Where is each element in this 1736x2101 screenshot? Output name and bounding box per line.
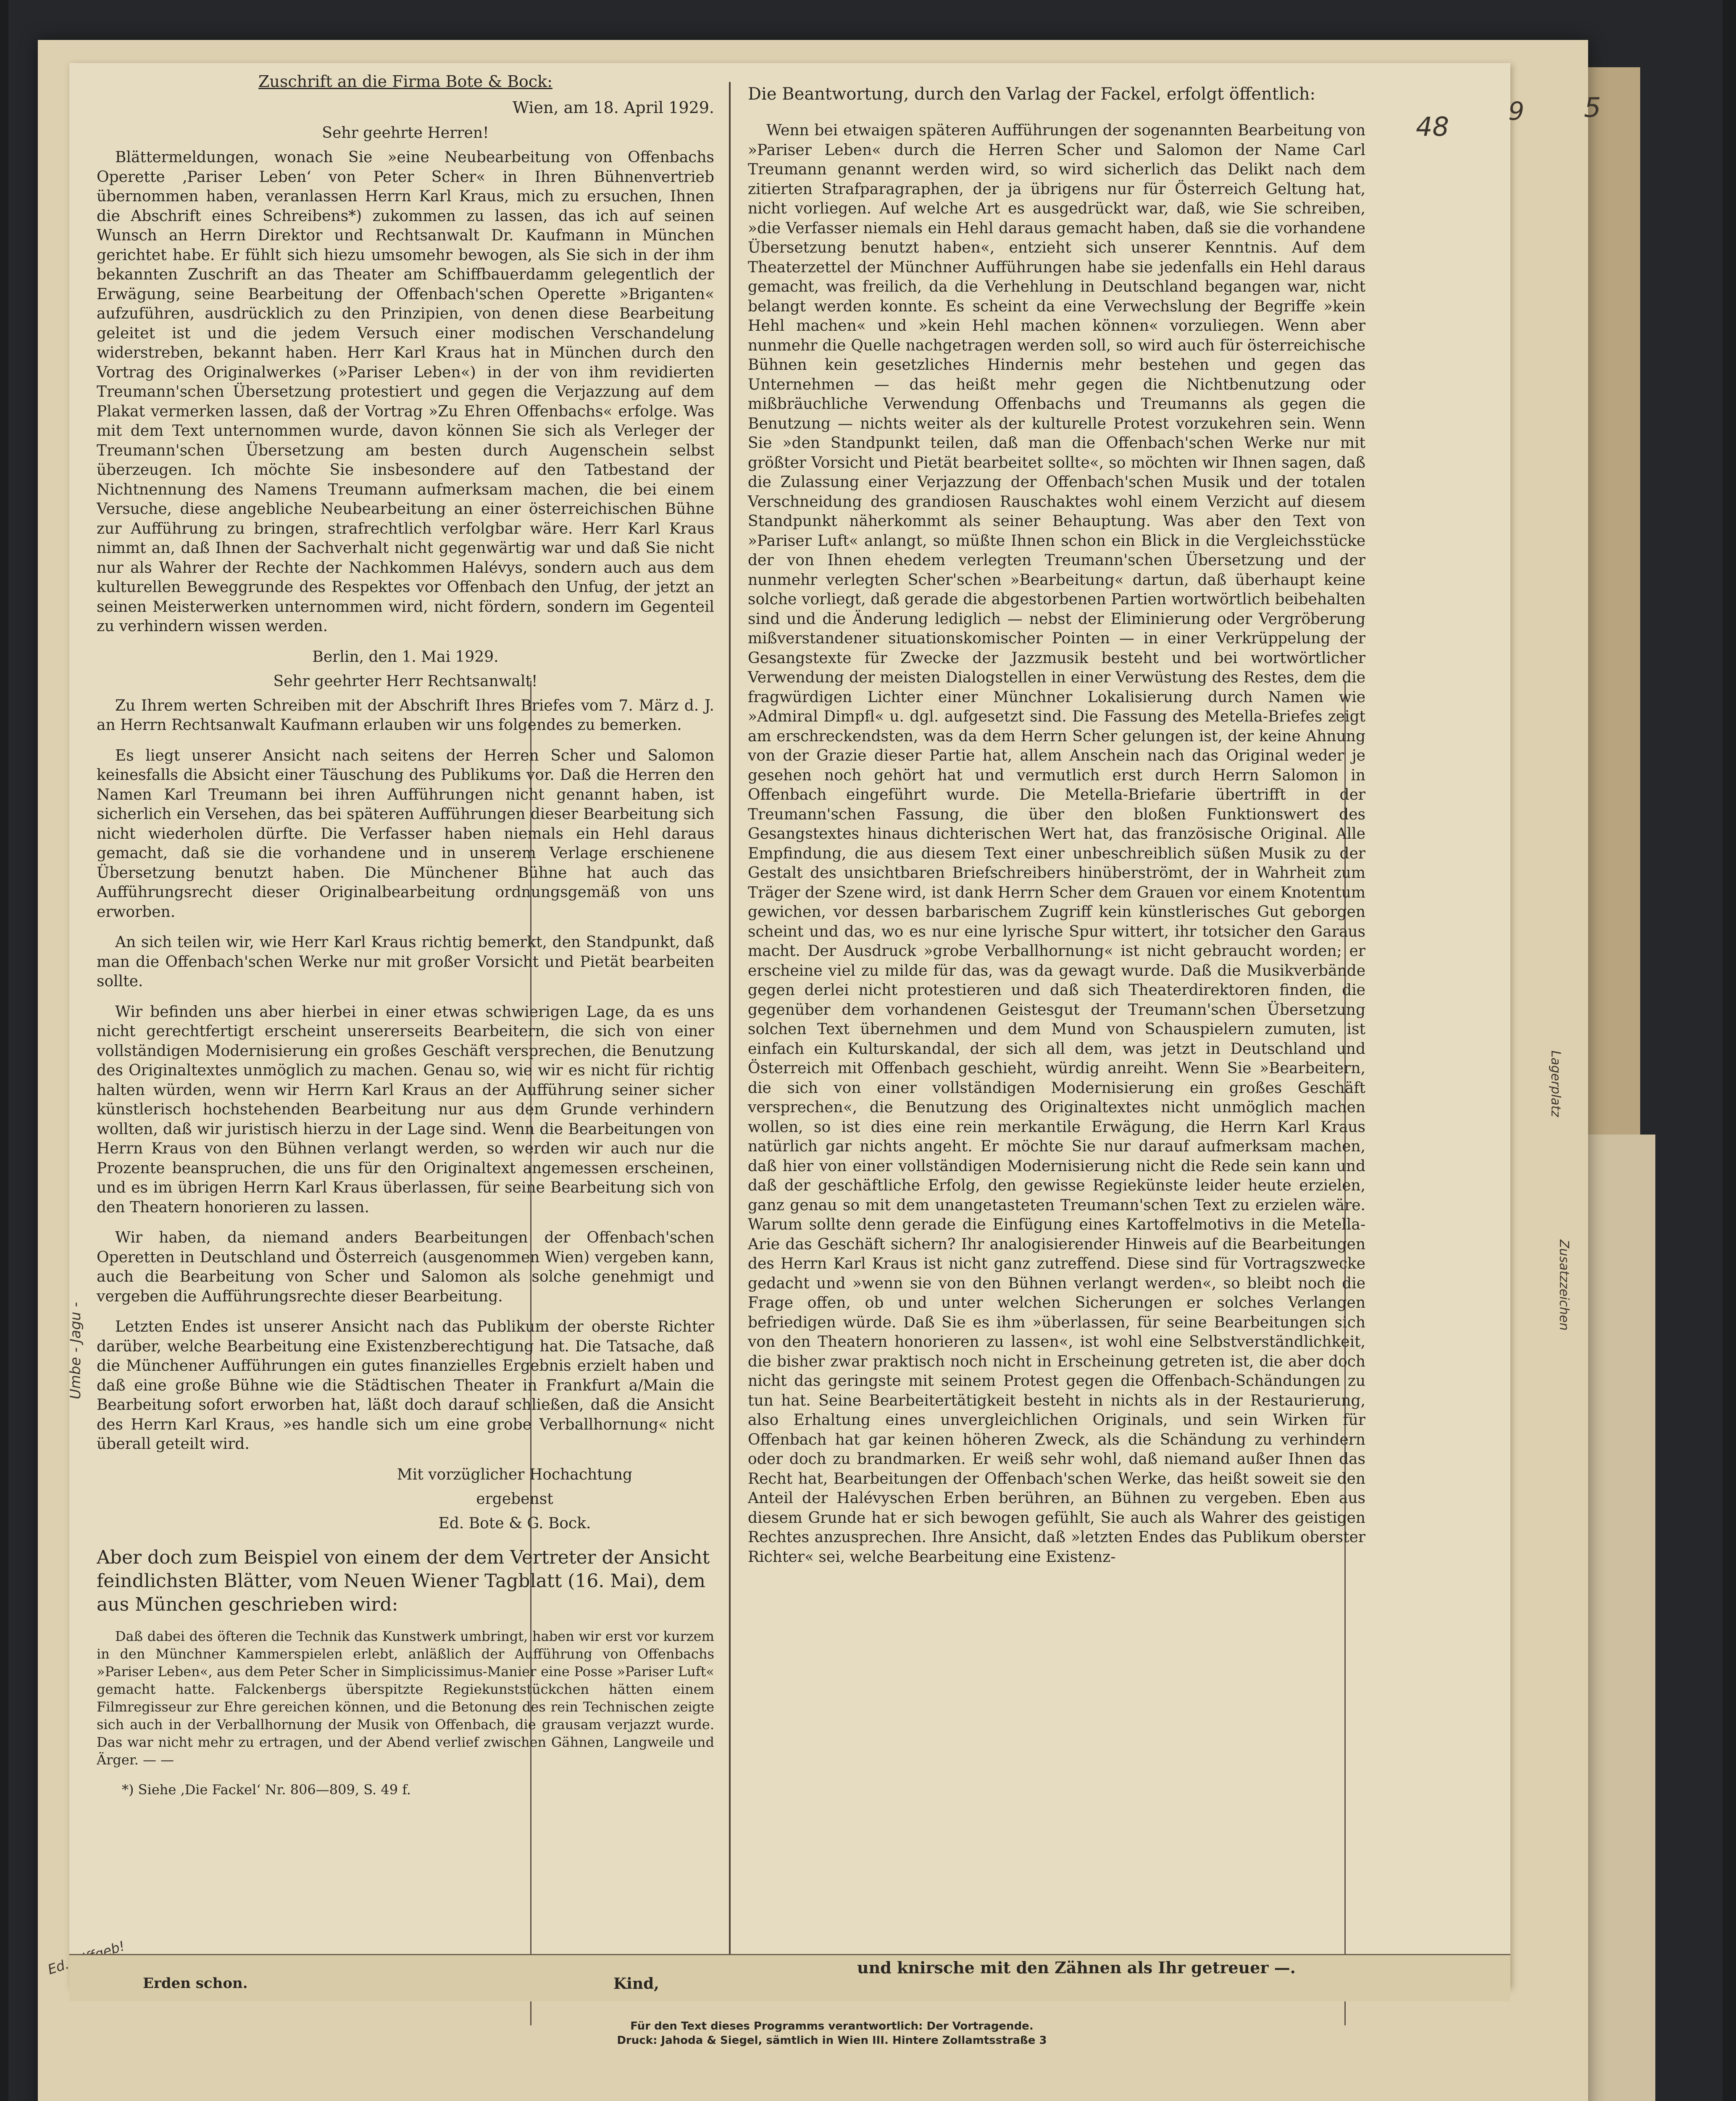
letter-paragraph: Wir haben, da niemand anders Bearbeitungen der Offenbach'schen Operetten in Deutschland und Österreich (ausgenommen Wien) vergeben kann, auch die Bearbeitung von Scher und Salomon als solche genehmigt und vergeben die Aufführungsrechte dieser Bearbeitung.: [97, 1229, 714, 1305]
letter-closing: ergebenst: [476, 1490, 553, 1508]
letter-paragraph: Wir befinden uns aber hierbei in einer etwas schwierigen Lage, da es uns nicht gerechtfertigt erscheint unsererseits Bearbeitern, die sich von einer vollständigen Modernisierung ein großes Geschäft versprechen, die Benutzung des Originaltextes unmöglich zu machen. Genau so, wie wir es nicht für richtig halten würden, wenn wir Herrn Karl Kraus an der Aufführung seiner sicher künstlerisch hochstehenden Bearbeitung nur aus dem Grunde verhindern wollten, daß wir juristisch hierzu in der Lage sind. Wenn die Bearbeitungen von Herrn Kraus von den Bühnen verlangt werden, so werden wir auch nur die Prozente beanspruchen, die uns für den Originaltext angemessen erscheinen, und es im übrigen Herrn Karl Kraus überlassen, für seine Bearbeitung sich von den Theatern honorieren zu lassen.: [97, 1003, 714, 1216]
imprint-line: Druck: Jahoda & Siegel, sämtlich in Wien III. Hintere Zollamtsstraße 3: [617, 2034, 1047, 2047]
letter-greeting: Sehr geehrte Herren!: [322, 124, 489, 142]
column-divider: [729, 82, 731, 1985]
imprint-line: Für den Text dieses Programms verantwortlich: Der Vortragende.: [630, 2020, 1034, 2033]
program-text: und knirsche mit den Zähnen als Ihr getreuer —.: [857, 1958, 1296, 1977]
letter-paragraph: Es liegt unserer Ansicht nach seitens der Herren Scher und Salomon keinesfalls die Absicht einer Täuschung des Publikums vor. Daß die Herren den Namen Karl Treumann bei ihren Aufführungen nicht genannt haben, ist sicherlich ein Versehen, das bei späteren Aufführungen dieser Bearbeitung sich nicht wiederholen dürfte. Die Verfasser haben niemals ein Hehl daraus gemacht, daß sie die vorhandene und in unserem Verlage erschienene Übersetzung benutzt haben. Die Münchener Bühne hat auch das Aufführungsrecht dieser Originalbearbeitung ordnungsgemäß von uns erworben.: [97, 747, 714, 921]
margin-note: Zusatzzeichen: [1557, 1240, 1571, 1331]
letter-paragraph: An sich teilen wir, wie Herr Karl Kraus richtig bemerkt, den Standpunkt, daß man die Offenbach'schen Werke nur mit großer Vorsicht und Pietät bearbeiten sollte.: [97, 934, 714, 990]
left-column: [97, 71, 714, 1798]
letter-paragraph: Letzten Endes ist unserer Ansicht nach das Publikum der oberste Richter darüber, welche Bearbeitung eine Existenzberechtigung hat. Die Tatsache, daß die Münchener Aufführungen ein gutes finanzielles Ergebnis erzielt haben und daß eine große Bühne wie die Städtischen Theater in Frankfurt a/Main die Bearbeitung sofort erworben hat, läßt doch darauf schließen, daß die Ansicht des Herrn Karl Kraus, »es handle sich um eine grobe Verballhornung« nicht überall geteilt wird.: [97, 1318, 714, 1453]
letter-date: Berlin, den 1. Mai 1929.: [312, 648, 499, 666]
clipping-title: Zuschrift an die Firma Bote & Bock:: [258, 72, 553, 91]
quoted-paragraph: Daß dabei des öfteren die Technik das Kunstwerk umbringt, haben wir erst vor kurzem in den Münchner Kammerspielen erlebt, anläßlich der Aufführung von Offenbachs »Pariser Leben«, aus dem Peter Scher in Simplicissimus-Manier eine Posse »Pariser Luft« gemacht hatte. Falckenbergs überspitzte Regiekunststückchen hätten einem Filmregisseur zur Ehre gereichen können, und die Betonung des rein Technischen zeigte sich auch in der Verballhornung der Musik von Offenbach, die grausam verjazzt wurde. Das war nicht mehr zu ertragen, und der Abend verlief zwischen Gähnen, Langweile und Ärger. — —: [97, 1628, 714, 1768]
answer-heading: Die Beantwortung, durch den Varlag der Fackel, erfolgt öffentlich:: [748, 84, 1315, 104]
answer-paragraph: Wenn bei etwaigen späteren Aufführungen der sogenannten Bearbeitung von »Pariser Leben« durch die Herren Scher und Salomon der Name Carl Treumann genannt werden wird, so wird sicherlich das Delikt nach dem zitierten Strafparagraphen, der ja übrigens nur für Österreich Geltung hat, nicht vorliegen. Auf welche Art es ausgedrückt war, daß, wie Sie schreiben, »die Verfasser niemals ein Hehl daraus gemacht haben, daß sie die vorhandene Übersetzung benutzt haben«, entzieht sich unserer Kenntnis. Auf dem Theaterzettel der Münchner Aufführungen habe sie jedenfalls ein Hehl daraus gemacht, was freilich, da die Verhehlung in Deutschland begangen war, nicht belangt werden konnte. Es scheint da eine Verwechslung der Begriffe »kein Hehl machen« und »kein Hehl machen können« vorzuliegen. Wenn aber nunmehr die Quelle nachgetragen werden soll, so wird auch für österreichische Bühnen kein gesetzliches Hindernis mehr bestehen und gegen das Unternehmen — das heißt mehr gegen die Nichtbenutzung oder mißbräuchliche Verwendung Offenbachs und Treumanns als gegen die Benutzung — nichts weiter als der kulturelle Protest vorzukehren sein. Wenn Sie »den Standpunkt teilen, daß man die Offenbach'schen Werke nur mit größter Vorsicht und Pietät bearbeitet sollte«, so möchten wir Ihnen sagen, daß die Zulassung einer Verjazzung der Offenbach'schen Musik und der totalen Verschneidung des grandiosen Rauschaktes wohl einem Verzicht auf diesem Standpunkt näherkommt als seiner Behauptung. Was aber den Text von »Pariser Luft« anlangt, so müßte Ihnen schon ein Blick in die Vergleichsstücke der von Ihnen ehedem verlegten Treumann'schen Übersetzung und der nunmehr verlegten Scher'schen »Bearbeitung« dartun, daß überhaupt keine solche vorliegt, daß gerade die abgestorbenen Partien wortwörtlich beibehalten sind und die Änderung lediglich — nebst der Eliminierung oder Vergröberung mißverstandener situationskomischer Pointen — in einer Verkrüppelung der Gesangstexte für Zwecke der Jazzmusik besteht und bei wortwörtlicher Verwendung der meisten Dialogstellen in einer Verwüstung des Restes, dem die fragwürdigen Lichter einer Münchner Lokalisierung durch Namen wie »Admiral Dimpfl« u. dgl. aufgesetzt sind. Die Fassung des Metella-Briefes zeigt am erschreckendsten, was da dem Herrn Scher gelungen ist, der keine Ahnung von der Grazie dieser Partie hat, allem Anschein nach das Original weder je gesehen noch gehört hat und vermutlich erst durch Herrn Salomon in Offenbach eingeführt wurde. Die Metella-Briefarie übertrifft in der Treumann'schen Fassung, die über den bloßen Funktionswert des Gesangstextes hinaus dichterischen Wert hat, das französische Original. Alle Empfindung, die aus diesem Text einer unbeschreiblich süßen Musik zu der Gestalt des unsichtbaren Briefschreibers hinüberströmt, der in Wahrheit zum Träger der Szene wird, ist dank Herrn Scher dem Grauen vor einem Knotentum gewichen, vor dessen barbarischem Zugriff kein künstlerisches Gut geborgen scheint und das, wo es nur eine lyrische Spur wittert, ihr totsicher den Garaus macht. Der Ausdruck »grobe Verballhornung« ist nicht gebraucht worden; er erscheine viel zu milde für das, was da gewagt wurde. Daß die Musikverbände gegen derlei nicht protestieren und daß sich Theaterdirektoren finden, die gegenüber dem vorhandenen Geistesgut der Treumann'schen Übersetzung solchen Text übernehmen und dem Mund von Schauspielern zumuten, ist einfach ein Kulturskandal, der sich all dem, was jetzt in Deutschland und Österreich mit Offenbach geschieht, würdig anreiht. Wenn Sie »Bearbeitern, die sich von einer vollständigen Modernisierung ein großes Geschäft versprechen«, die Benutzung des Originaltextes nicht unmöglich machen wollen, so ist dies eine rein merkantile Erwägung, die Herrn Karl Kraus natürlich gar nichts angeht. Er möchte Sie nur darauf aufmerksam machen, daß hier von einer vollständigen Modernisierung nicht die Rede sein kann und daß der geschäftliche Erfolg, den gewisse Regiekünste leider heute erzielen, ganz genau so mit dem unangetasteten Treumann'schen Text zu erzielen wäre. Warum sollte denn gerade die Einfügung eines Kartoffelmotivs in die Metella-Arie das Geschäft sichern? Ihr analogisierender Hinweis auf die Bearbeitungen des Herrn Karl Kraus ist nicht ganz zutreffend. Diese sind für Vortragszwecke gedacht und »wenn sie von den Bühnen verlangt werden«, so bleibt noch die Frage offen, ob und unter welchen Sicherungen er solches Verlangen befriedigen würde. Daß Sie es ihm »überlassen, für seine Bearbeitungen sich von den Theatern honorieren zu lassen«, ist wohl eine Selbstverständlichkeit, die bisher zwar praktisch noch nicht in Erscheinung getreten ist, die aber doch nicht das geringste mit seinem Protest gegen die Offenbach-Schändungen zu tun hat. Seine Bearbeitertätigkeit besteht in nichts als in der Restaurierung, also Erhaltung eines unvergleichlichen Originals, und sein Wirken für Offenbach hat gar keinen höheren Zweck, als die Schändung zu verhindern oder doch zu brandmarken. Er weiß sehr wohl, daß niemand außer Ihnen das Recht hat, Bearbeitungen der Offenbach'schen Werke, das heißt soweit sie den Anteil der Halévyschen Erben berühren, an Bühnen zu vergeben. Eben aus diesem Grunde hat er sich bewogen gefühlt, Sie auch als Wahrer des geistigen Rechtes anzusprechen. Ihre Ansicht, daß »letzten Endes das Publikum oberster Richter« sei, welche Bearbeitung eine Existenz-: [748, 122, 1365, 1566]
letter-closing: Mit vorzüglicher Hochachtung: [397, 1466, 633, 1483]
printer-imprint: [563, 2019, 1101, 2048]
margin-note: Lagerplatz: [1548, 1050, 1563, 1117]
program-text: Kind,: [613, 1975, 659, 1993]
letter-signature: Ed. Bote & G. Bock.: [438, 1514, 591, 1532]
program-text: Erden schon.: [143, 1975, 248, 1992]
letter-date: Wien, am 18. April 1929.: [512, 98, 714, 117]
letter-paragraph: Blättermeldungen, wonach Sie »eine Neubearbeitung von Offenbachs Operette ‚Pariser Leben‘ von Peter Scher« in Ihren Bühnenvertrieb übernommen haben, veranlassen Herrn Karl Kraus, mich zu ersuchen, Ihnen die Abschrift eines Schreibens*) zukommen zu lassen, das ich auf seinen Wunsch an Herrn Direktor und Rechtsanwalt Dr. Kaufmann in München gerichtet habe. Er fühlt sich hiezu umsomehr bewogen, als Sie sich in der ihm bekannten Zuschrift an das Theater am Schiffbauerdamm gelegentlich der Erwägung, seine Bearbeitung der Offenbach'schen Operette »Briganten« aufzuführen, ausdrücklich zu den Prinzipien, von denen diese Bearbeitung geleitet ist und die jedem Versuch einer modischen Verschandelung widerstreben, bekannt haben. Herr Karl Kraus hat in München durch den Vortrag des Originalwerkes (»Pariser Leben«) in der von ihm revidierten Treumann'schen Übersetzung protestiert und gegen die Verjazzung auf dem Plakat vermerken lassen, daß der Vortrag »Zu Ehren Offenbachs« erfolge. Was mit dem Text unternommen wurde, davon können Sie sich als Verleger der Treumann'schen Übersetzung am besten durch Augenschein selbst überzeugen. Ich möchte Sie insbesondere auf den Tatbestand der Nichtnennung des Namens Treumann aufmerksam machen, die bei einem Versuche, diese angebliche Neubearbeitung an einer österreichischen Bühne zur Aufführung zu bringen, strafrechtlich verfolgbar wäre. Herr Karl Kraus nimmt an, daß Ihnen der Sachverhalt nicht gegenwärtig war und daß Sie nicht nur als Wahrer der Rechte der Nachkommen Halévys, sondern auch aus dem kulturellen Beweggrunde des Respektes vor Offenbach den Unfug, der jetzt an seinen Meisterwerken unternommen wird, nicht fördern, sondern im Gegenteil zu verhindern wissen werden.: [97, 149, 714, 635]
letter-paragraph: Zu Ihrem werten Schreiben mit der Abschrift Ihres Briefes vom 7. März d. J. an Herrn Rechtsanwalt Kaufmann erlauben wir uns folgendes zu bemerken.: [97, 697, 714, 734]
letter-greeting: Sehr geehrter Herr Rechtsanwalt!: [273, 672, 538, 690]
page-number: 48: [1416, 111, 1449, 142]
footnote: *) Siehe ‚Die Fackel‘ Nr. 806—809, S. 49 f.: [122, 1781, 411, 1798]
margin-mark: 9: [1508, 97, 1525, 126]
margin-note: Ed.: [45, 1956, 71, 1978]
margin-note: Umbe - Jagu -: [67, 1302, 84, 1399]
margin-mark: 5: [1584, 92, 1601, 124]
intro-paragraph: Aber doch zum Beispiel von einem der dem Vertreter der Ansicht feindlichsten Blätter, vom Neuen Wiener Tagblatt (16. Mai), dem aus München geschrieben wird:: [97, 1546, 710, 1615]
right-column: [748, 84, 1365, 1578]
